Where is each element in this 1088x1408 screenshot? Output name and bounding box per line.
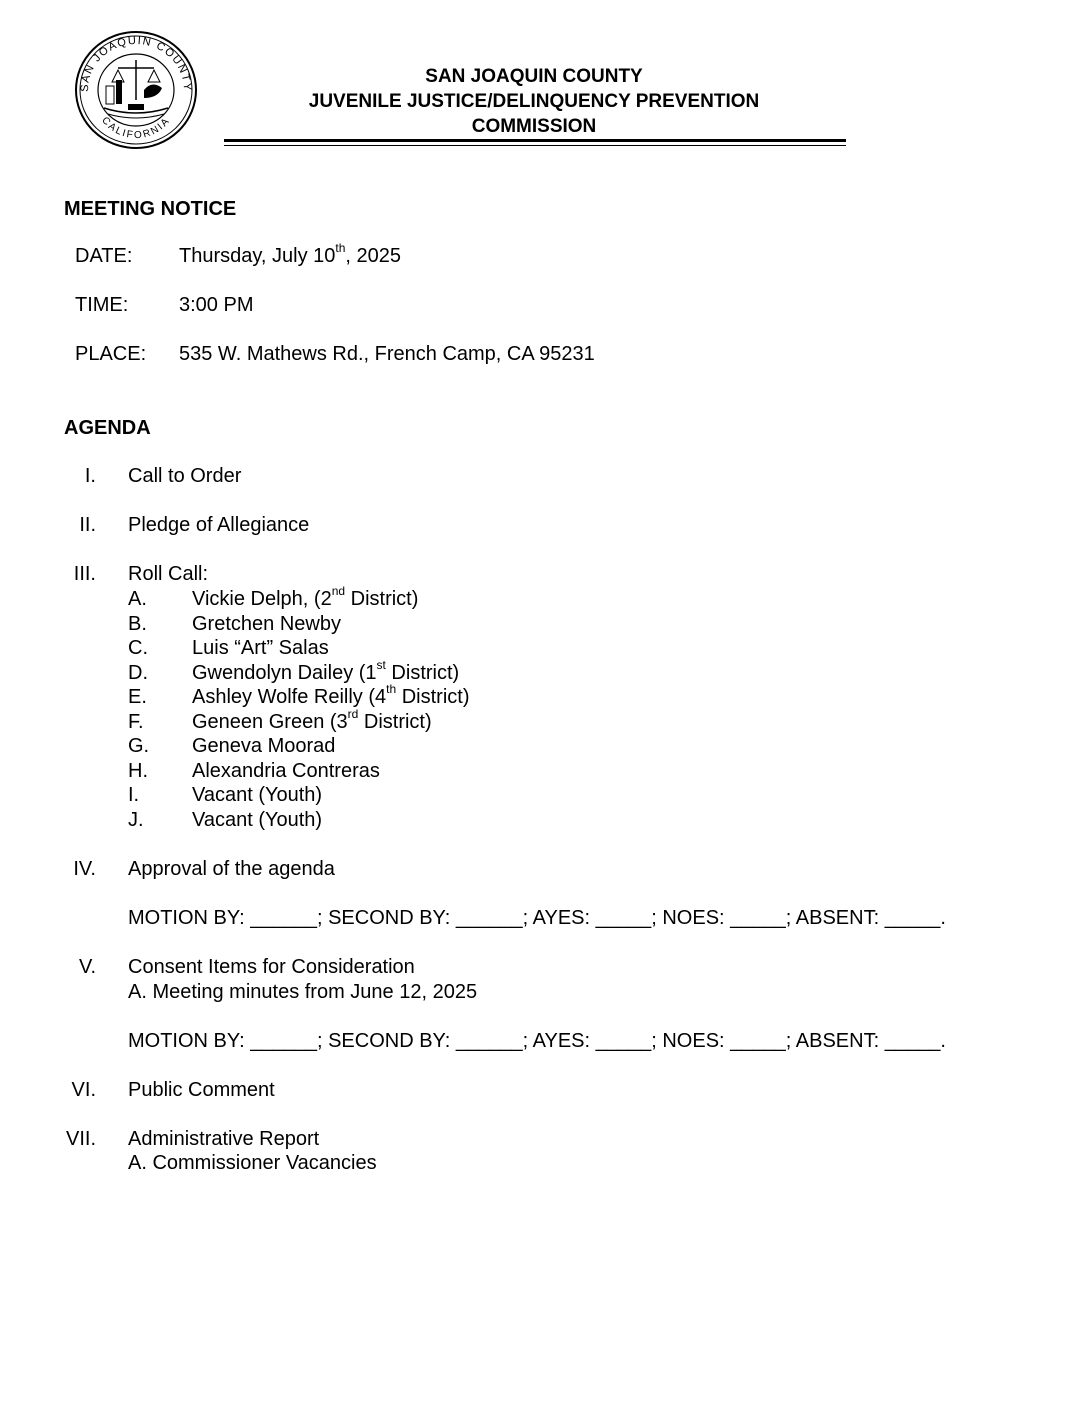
meeting-notice-title: MEETING NOTICE (64, 198, 237, 220)
agenda-item-number: VII. (65, 1128, 96, 1150)
roll-call-letter: G. (128, 735, 150, 757)
place-value: 535 W. Mathews Rd., French Camp, CA 95231 (179, 343, 595, 365)
roll-call-member: Vacant (Youth) (192, 784, 323, 806)
agenda-item-number: V. (78, 956, 96, 978)
roll-call-member: Gretchen Newby (192, 613, 341, 635)
motion-line: MOTION BY: ______; SECOND BY: ______; AYES: _____; NOES: _____; ABSENT: _____. (128, 907, 946, 929)
roll-call-letter: J. (128, 809, 144, 831)
consent-sub-item: A. Meeting minutes from June 12, 2025 (128, 981, 478, 1003)
agenda-item-number: III. (73, 563, 96, 585)
agenda-item-admin-report: Administrative Report (128, 1128, 320, 1150)
agenda-item-call-to-order: Call to Order (128, 465, 242, 487)
roll-call-member: Ashley Wolfe Reilly (4th District) (192, 682, 470, 708)
document-header (220, 64, 848, 139)
county-seal-icon (74, 30, 198, 150)
roll-call-letter: C. (128, 637, 148, 659)
roll-call-letter: I. (128, 784, 140, 806)
motion-line: MOTION BY: ______; SECOND BY: ______; AYES: _____; NOES: _____; ABSENT: _____. (128, 1030, 946, 1052)
place-label: PLACE: (75, 343, 147, 365)
admin-sub-item: A. Commissioner Vacancies (128, 1152, 377, 1174)
roll-call-letter: E. (128, 686, 147, 708)
agenda-item-public-comment: Public Comment (128, 1079, 275, 1101)
time-label: TIME: (75, 294, 129, 316)
roll-call-member: Vacant (Youth) (192, 809, 323, 831)
roll-call-member: Vickie Delph, (2nd District) (192, 584, 419, 610)
agenda-item-number: VI. (71, 1079, 96, 1101)
roll-call-letter: A. (128, 588, 147, 610)
date-label: DATE: (75, 245, 133, 267)
agenda-item-number: I. (84, 465, 96, 487)
roll-call-member: Luis “Art” Salas (192, 637, 329, 659)
roll-call-letter: F. (128, 711, 144, 733)
roll-call-member: Geneen Green (3rd District) (192, 707, 432, 733)
agenda-item-consent: Consent Items for Consideration (128, 956, 415, 978)
date-value: Thursday, July 10th, 2025 (179, 241, 401, 267)
time-value: 3:00 PM (179, 294, 254, 316)
roll-call-letter: B. (128, 613, 147, 635)
seal-bottom-text: CALIFORNIA (99, 115, 173, 142)
agenda-item-number: IV. (73, 858, 96, 880)
roll-call-letter: D. (128, 662, 148, 684)
seal-top-text: SAN JOAQUIN COUNTY (78, 34, 194, 93)
roll-call-member: Gwendolyn Dailey (1st District) (192, 658, 460, 684)
header-commission: COMMISSION (471, 116, 597, 137)
roll-call-letter: H. (128, 760, 148, 782)
header-commission-name: JUVENILE JUSTICE/DELINQUENCY PREVENTION (308, 91, 760, 112)
agenda-item-approval: Approval of the agenda (128, 858, 335, 880)
roll-call-member: Alexandria Contreras (192, 760, 380, 782)
agenda-item-roll-call: Roll Call: (128, 563, 209, 585)
header-county: SAN JOAQUIN COUNTY (425, 66, 643, 87)
header-rule-thin (224, 145, 846, 146)
agenda-item-pledge: Pledge of Allegiance (128, 514, 310, 536)
header-rule-thick (224, 139, 846, 142)
agenda-title: AGENDA (64, 417, 151, 439)
agenda-item-number: II. (79, 514, 96, 536)
roll-call-member: Geneva Moorad (192, 735, 336, 757)
